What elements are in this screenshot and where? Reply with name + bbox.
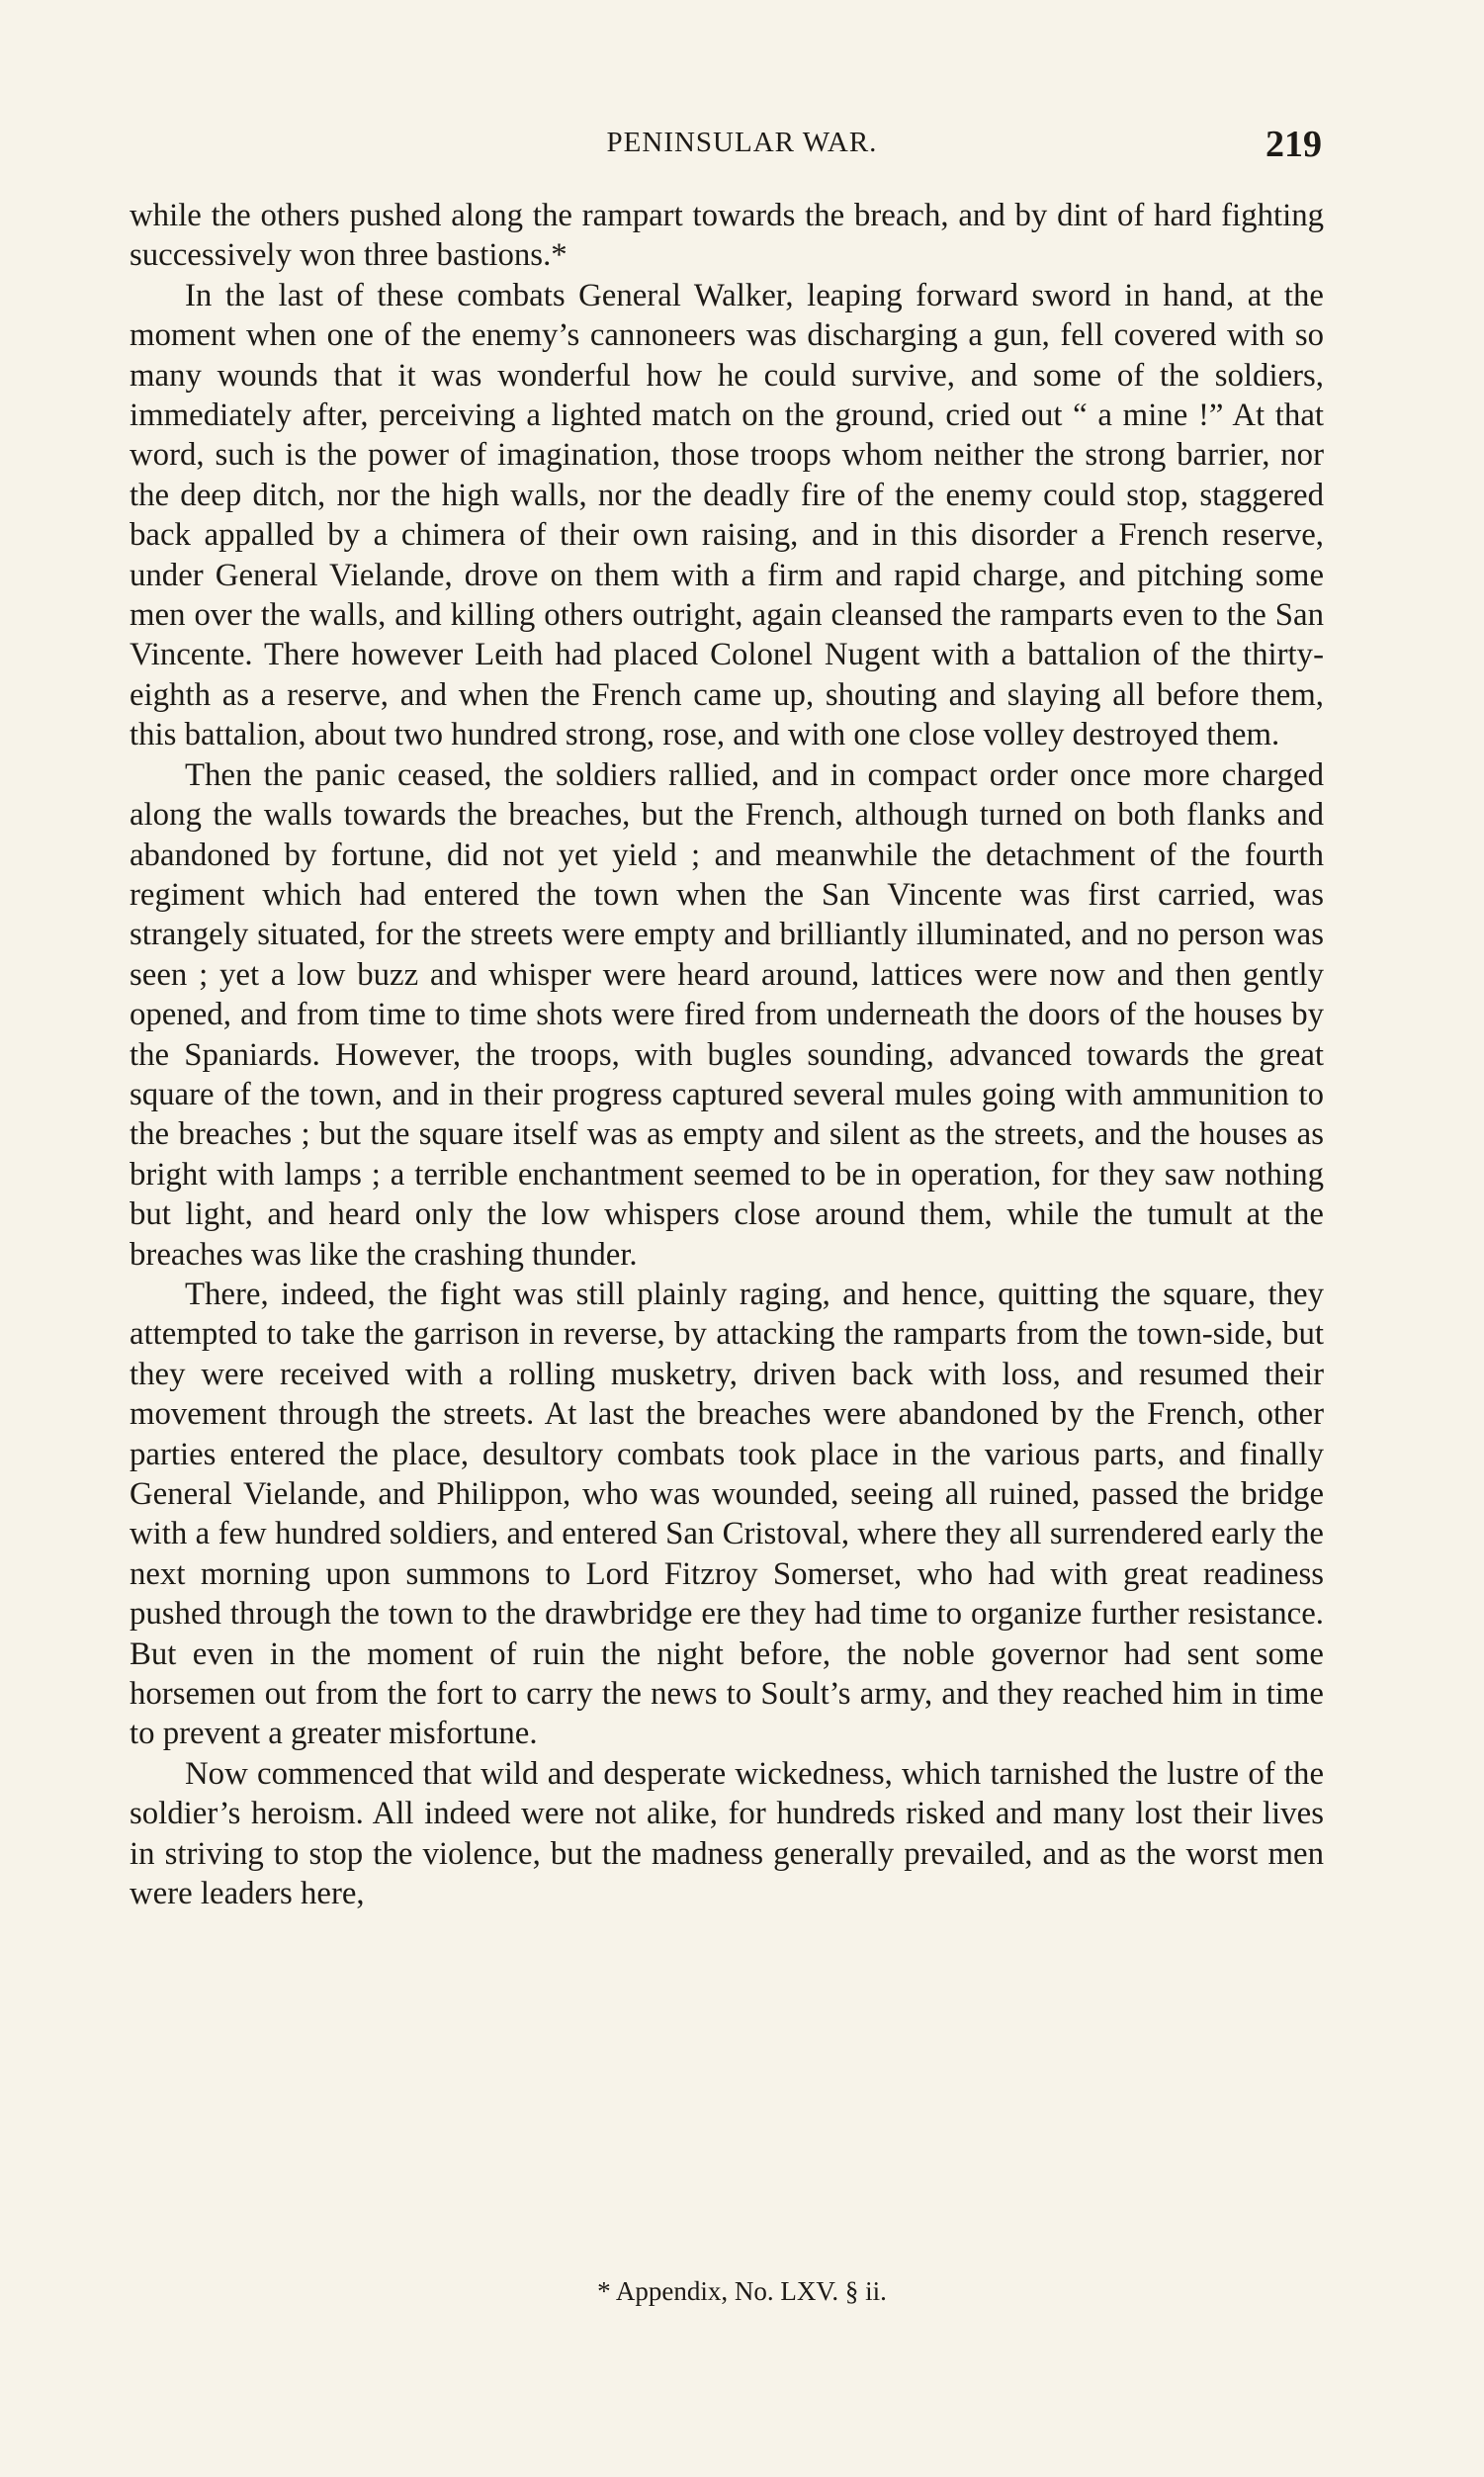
body-text [130, 196, 1324, 1913]
paragraph-1: while the others pushed along the rampart towards the breach, and by dint of hard fighting successively won three bastions.* [130, 198, 1324, 274]
running-title: PENINSULAR WAR. [606, 127, 878, 158]
paragraph-5: Now commenced that wild and desperate wickedness, which tarnished the lustre of the soldier’s heroism. All indeed were not alike, for hundreds risked and many lost their lives in striving to stop the violence, but the madness generally prevailed, and as the worst men were leaders here, [130, 1755, 1324, 1912]
paragraph-4: There, indeed, the fight was still plainly raging, and hence, quitting the square, they attempted to take the garrison in reverse, by attacking the ramparts from the town-side, but they were received with a rolling musketry, driven back with loss, and resumed their movement through the streets. At last the breaches were abandoned by the French, other parties entered the place, desultory combats took place in the various parts, and finally General Vielande, and Philippon, who was wounded, seeing all ruined, passed the bridge with a few hundred soldiers, and entered San Cristoval, where they all surrendered early the next morning upon summons to Lord Fitzroy Somerset, who had with great readiness pushed through the town to the drawbridge ere they had time to organize further resistance. But even in the moment of ruin the night before, the noble governor had sent some horsemen out from the fort to carry the news to Soult’s army, and they reached him in time to prevent a greater misfortune. [130, 1276, 1324, 1752]
footnote: * Appendix, No. LXV. § ii. [597, 2276, 887, 2306]
page-number: 219 [1266, 124, 1322, 165]
running-head [0, 124, 1484, 166]
paragraph-2: In the last of these combats General Walker, leaping forward sword in hand, at the moment when one of the enemy’s cannoneers was discharging a gun, fell covered with so many wounds that it was wonderful how he could survive, and some of the soldiers, immediately after, perceiving a lighted match on the ground, cried out “ a mine !” At that word, such is the power of imagination, those troops whom neither the strong barrier, nor the deep ditch, nor the high walls, nor the deadly fire of the enemy could stop, staggered back appalled by a chimera of their own raising, and in this disorder a French reserve, under General Vielande, drove on them with a firm and rapid charge, and pitching some men over the walls, and killing others outright, again cleansed the ramparts even to the San Vincente. There however Leith had placed Colonel Nugent with a battalion of the thirty-eighth as a reserve, and when the French came up, shouting and slaying all before them, this battalion, about two hundred strong, rose, and with one close volley destroyed them. [130, 277, 1324, 753]
paragraph-3: Then the panic ceased, the soldiers rallied, and in compact order once more charged along the walls towards the breaches, but the French, although turned on both flanks and abandoned by fortune, did not yet yield ; and meanwhile the detachment of the fourth regiment which had entered the town when the San Vincente was first carried, was strangely situated, for the streets were empty and brilliantly illuminated, and no person was seen ; yet a low buzz and whisper were heard around, lattices were now and then gently opened, and from time to time shots were fired from underneath the doors of the houses by the Spaniards. However, the troops, with bugles sounding, advanced towards the great square of the town, and in their progress captured several mules going with ammunition to the breaches ; but the square itself was as empty and silent as the streets, and the houses as bright with lamps ; a terrible enchantment seemed to be in operation, for they saw nothing but light, and heard only the low whispers close around them, while the tumult at the breaches was like the crashing thunder. [130, 756, 1324, 1273]
